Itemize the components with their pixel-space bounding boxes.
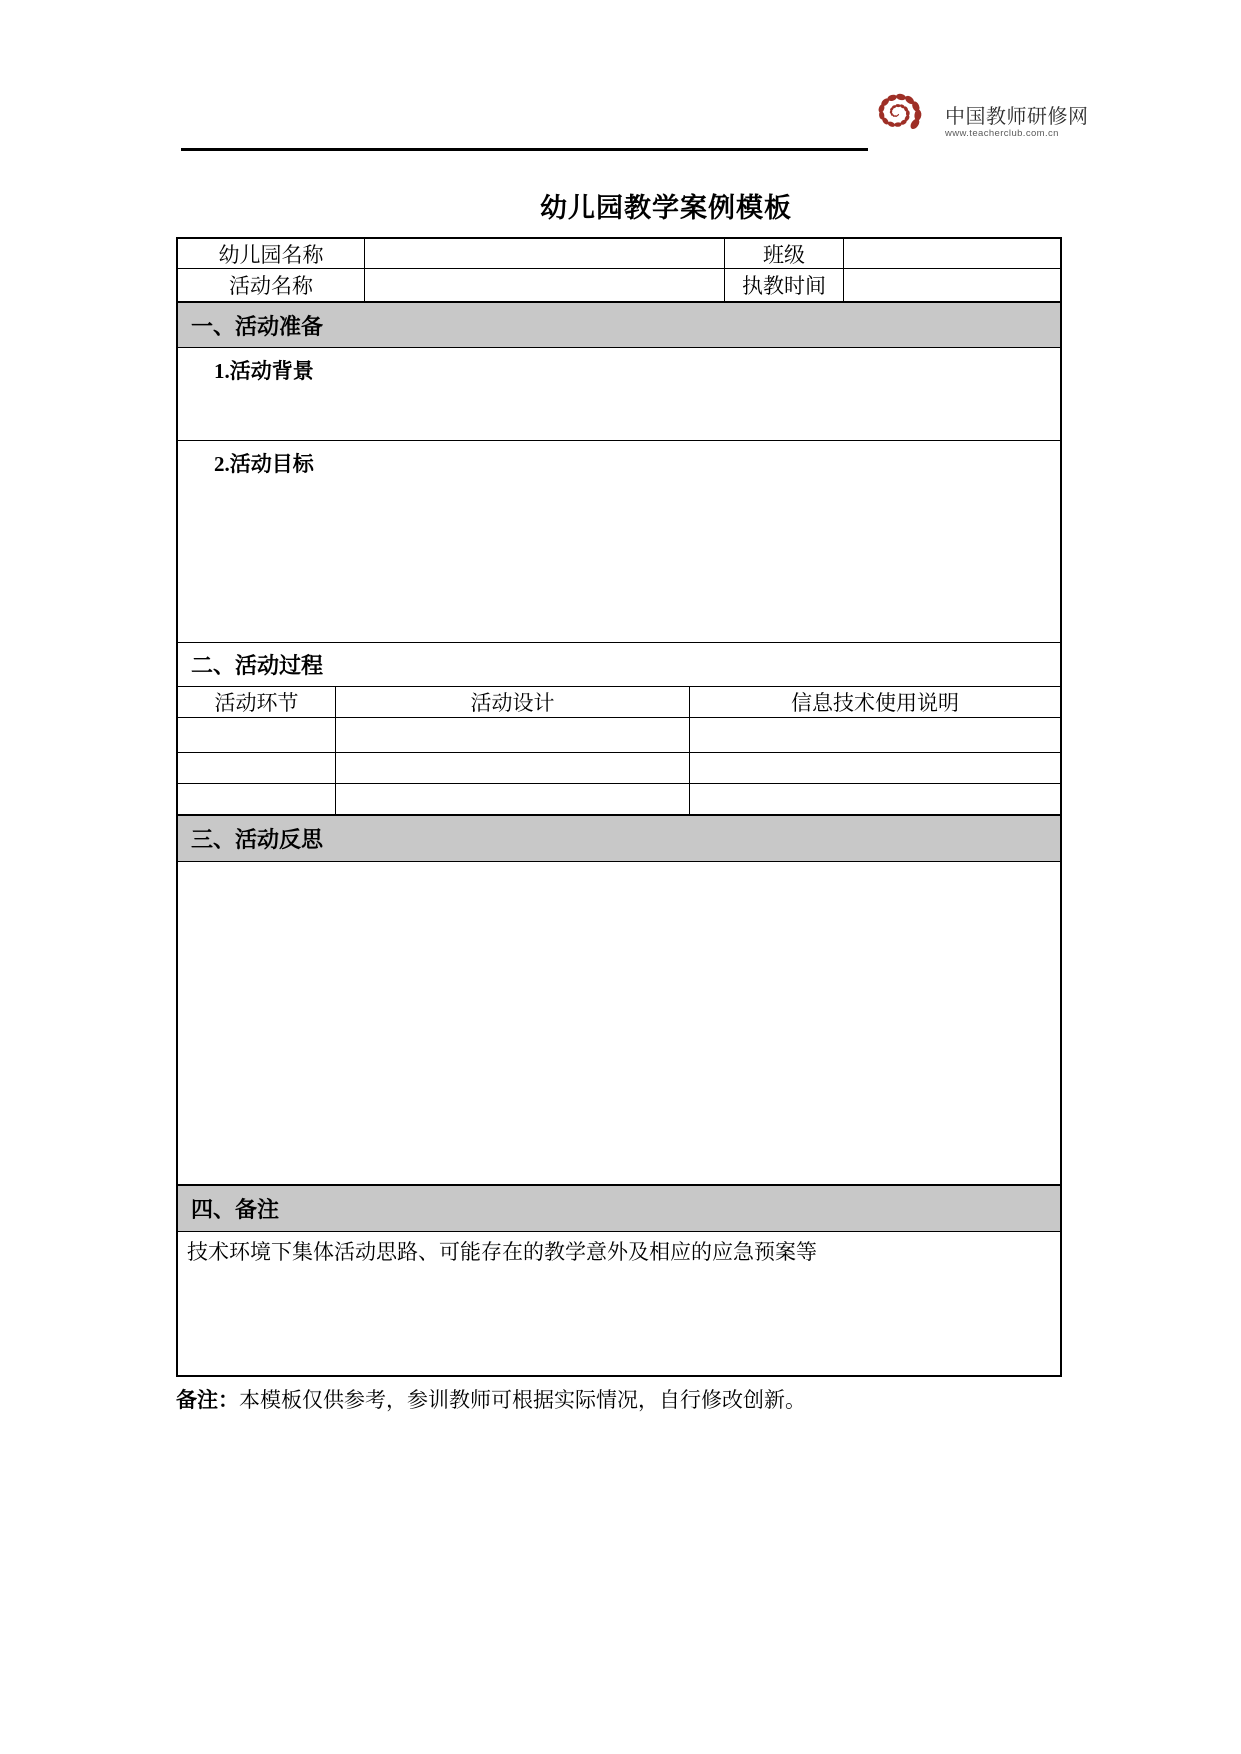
activity-goals-row: [178, 441, 1060, 643]
process-it-field[interactable]: [690, 718, 1060, 752]
process-design-field[interactable]: [336, 718, 690, 752]
reflection-row: [178, 862, 1060, 1186]
process-design-field[interactable]: [336, 784, 690, 814]
footer-note-label: 备注：: [176, 1388, 239, 1412]
footer-note: [176, 1384, 806, 1414]
activity-goals-label[interactable]: 2.活动目标: [214, 452, 314, 476]
logo-text-block: [945, 106, 1089, 139]
info-row-1: [178, 239, 1060, 269]
teaching-time-field[interactable]: [844, 269, 1060, 301]
section-heading-process: 二、活动过程: [178, 643, 1060, 687]
activity-background-label[interactable]: 1.活动背景: [214, 359, 314, 383]
activity-background-row: [178, 348, 1060, 441]
info-row-2: [178, 269, 1060, 303]
process-step-field[interactable]: [178, 753, 336, 783]
process-row: [178, 718, 1060, 753]
kindergarten-name-label: 幼儿园名称: [178, 239, 365, 268]
footer-note-text: 本模板仅供参考，参训教师可根据实际情况，自行修改创新。: [239, 1388, 806, 1412]
process-header-row: [178, 687, 1060, 718]
reflection-field[interactable]: [178, 862, 1060, 1184]
logo-url: www.teacherclub.com.cn: [945, 128, 1059, 139]
notes-row: [178, 1232, 1060, 1360]
class-label: 班级: [725, 239, 844, 268]
section-heading-preparation: 一、活动准备: [178, 303, 1060, 348]
process-it-field[interactable]: [690, 784, 1060, 814]
process-row: [178, 753, 1060, 784]
logo-spiral-icon: [861, 88, 935, 140]
process-step-field[interactable]: [178, 718, 336, 752]
page-title: 幼儿园教学案例模板: [540, 193, 792, 223]
activity-name-label: 活动名称: [178, 269, 365, 301]
kindergarten-name-field[interactable]: [365, 239, 725, 268]
teaching-time-label: 执教时间: [725, 269, 844, 301]
process-col-design: 活动设计: [336, 687, 690, 717]
process-col-step: 活动环节: [178, 687, 336, 717]
section-heading-reflection: 三、活动反思: [178, 816, 1060, 862]
process-col-it-usage: 信息技术使用说明: [791, 691, 959, 715]
site-logo: [861, 88, 1089, 140]
header-divider: [181, 148, 868, 151]
section-heading-notes: 四、备注: [178, 1186, 1060, 1232]
process-design-field[interactable]: [336, 753, 690, 783]
template-table: [176, 237, 1062, 1377]
notes-content[interactable]: 技术环境下集体活动思路、可能存在的教学意外及相应的应急预案等: [187, 1240, 817, 1264]
logo-name: 中国教师研修网: [945, 106, 1089, 128]
class-field[interactable]: [844, 239, 1060, 268]
activity-name-field[interactable]: [365, 269, 725, 301]
process-row: [178, 784, 1060, 816]
process-it-field[interactable]: [690, 753, 1060, 783]
process-step-field[interactable]: [178, 784, 336, 814]
